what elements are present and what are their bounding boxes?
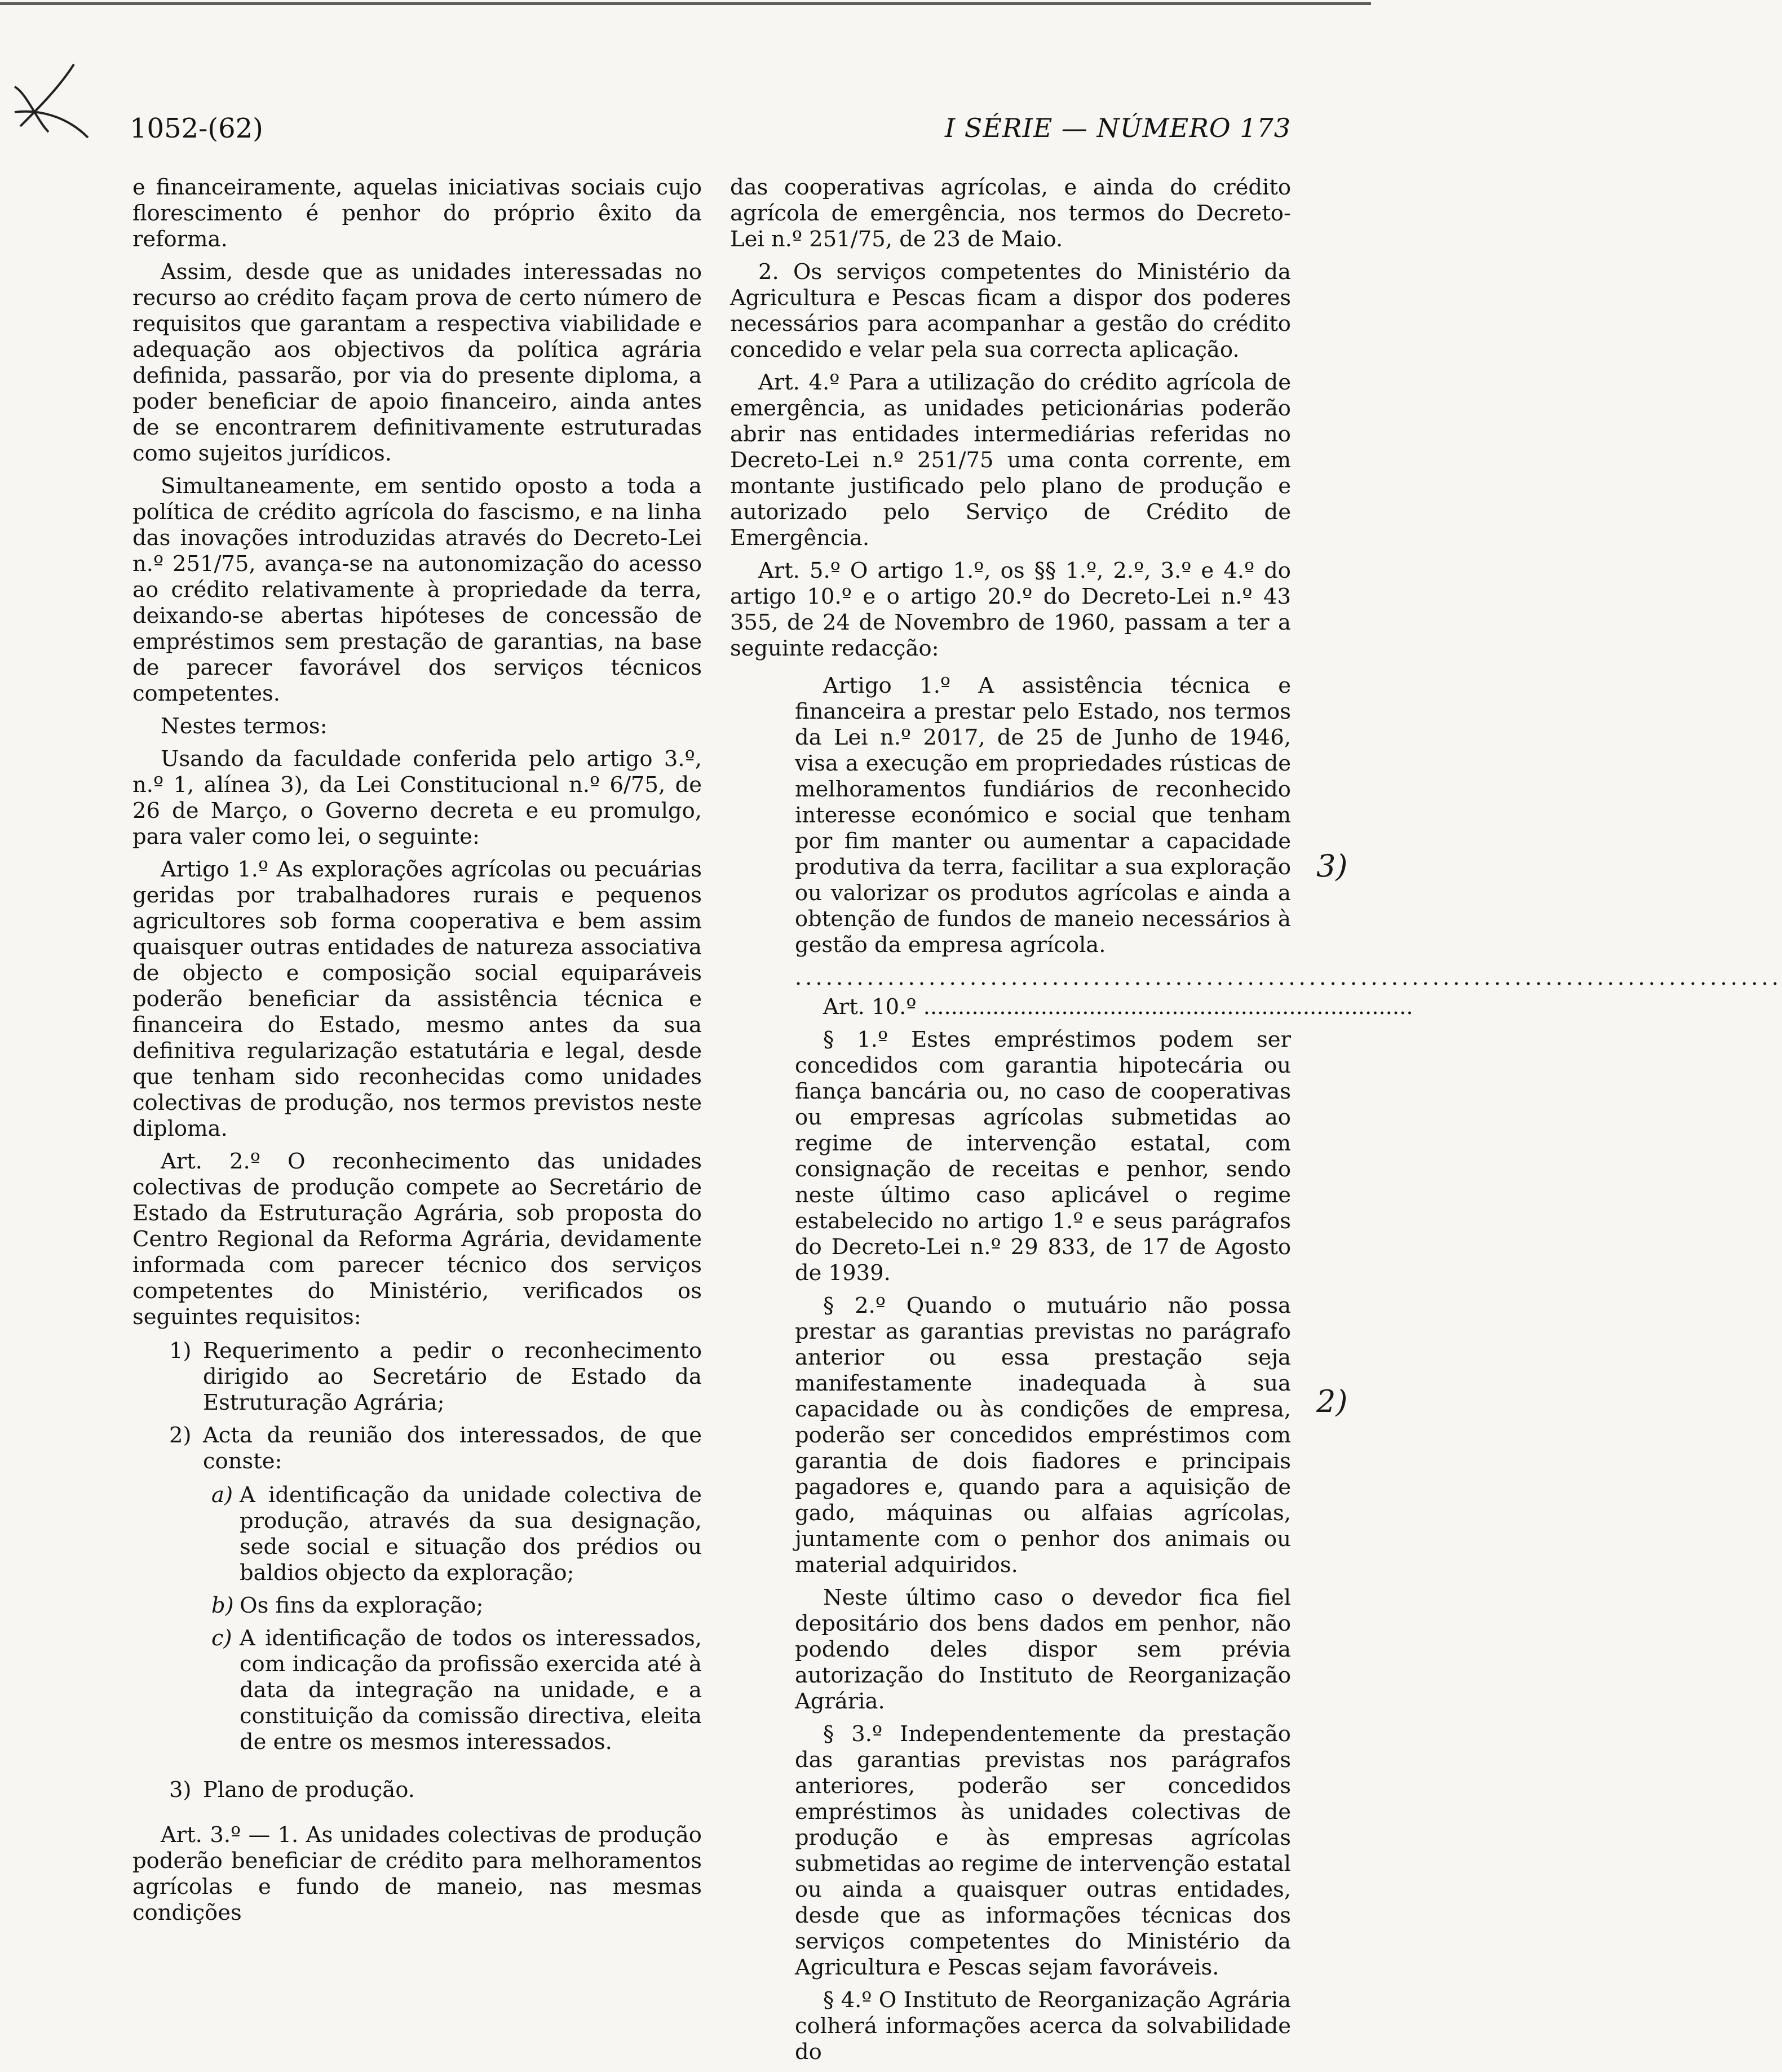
article-4: Art. 4.º Para a utilização do crédito agrícola de emergência, as unidades peticionárias poderão abrir nas entidades intermediárias referidas no Decreto-Lei n.º 251/75 uma conta corrente, em montante justificado pelo plano de produção e autorizado pelo Serviço de Crédito de Emergência. <box>730 370 1291 551</box>
requirements-list-end <box>169 1777 702 1803</box>
list-marker: a) <box>211 1482 233 1508</box>
series-number: I SÉRIE — NÚMERO 173 <box>945 113 1291 143</box>
quoted-article-10: Art. 10.º ....................................................................... <box>823 994 1413 1020</box>
paragraph: Usando da faculdade conferida pelo artigo 3.º, n.º 1, alínea 3), da Lei Constitucional n.º 6/75, de 26 de Março, o Governo decreta e eu promulgo, para valer como lei, o seguinte: <box>132 746 702 849</box>
article-2: Art. 2.º O reconhecimento das unidades colectivas de produção compete ao Secretário de Estado da Estruturação Agrária, sob proposta do Centro Regional da Reforma Agrária, devidamente informada com parecer técnico dos serviços competentes do Ministério, verificados os seguintes requisitos: <box>132 1149 702 1330</box>
list-item-text: Requerimento a pedir o reconhecimento dirigido ao Secretário de Estado da Estruturação Agrária; <box>203 1338 702 1415</box>
paragraph: 2. Os serviços competentes do Ministério da Agricultura e Pescas ficam a dispor dos poderes necessários para acompanhar a gestão do crédito concedido e velar pela sua correcta aplicação. <box>730 259 1291 362</box>
list-item <box>169 1777 702 1803</box>
paragraph-2-continued: Neste último caso o devedor fica fiel depositário dos bens dados em penhor, não podendo deles dispor sem prévia autorização do Instituto de Reorganização Agrária. <box>795 1585 1291 1714</box>
list-item-text: Acta da reunião dos interessados, de que conste: <box>203 1423 702 1474</box>
paragraph: das cooperativas agrícolas, e ainda do crédito agrícola de emergência, nos termos do Decreto-Lei n.º 251/75, de 23 de Maio. <box>730 175 1291 252</box>
paragraph-3: § 3.º Independentemente da prestação das garantias previstas nos parágrafos anteriores, poderão ser concedidos empréstimos às unidades colectivas de produção e às empresas agrícolas submetidas ao regime de intervenção estatal ou ainda a quaisquer outras entidades, desde que as informações técnicas dos serviços competentes do Ministério da Agricultura e Pescas sejam favoráveis. <box>795 1721 1291 1980</box>
right-column <box>730 175 1782 2072</box>
list-item <box>211 1482 702 1586</box>
list-marker: c) <box>211 1626 232 1651</box>
article-5: Art. 5.º O artigo 1.º, os §§ 1.º, 2.º, 3.º e 4.º do artigo 10.º e o artigo 20.º do Decreto-Lei n.º 43 355, de 24 de Novembro de 1960, passam a ter a seguinte redacção: <box>730 558 1291 661</box>
margin-note: 2) <box>1316 1384 1348 1419</box>
list-item <box>169 1423 702 1475</box>
list-marker: b) <box>211 1593 234 1618</box>
requirements-list <box>169 1338 702 1475</box>
list-item <box>211 1626 702 1755</box>
handwritten-mark-icon <box>3 53 94 138</box>
margin-note: 3) <box>1316 848 1348 884</box>
list-item-text: Os fins da exploração; <box>240 1593 484 1618</box>
article-3: Art. 3.º — 1. As unidades colectivas de produção poderão beneficiar de crédito para melhoramentos agrícolas e fundo de maneio, nas mesmas condições <box>132 1822 702 1925</box>
article-1: Artigo 1.º As explorações agrícolas ou pecuárias geridas por trabalhadores rurais e pequenos agricultores sob forma cooperativa e bem assim quaisquer outras entidades de natureza associativa de objecto e composição social equiparáveis poderão beneficiar da assistência técnica e financeira do Estado, mesmo antes da sua definitiva regularização estatutária e legal, desde que tenham sido reconhecidas como unidades colectivas de produção, nos termos previstos neste diploma. <box>132 857 702 1141</box>
list-marker: 2) <box>169 1423 192 1448</box>
sub-requirements-list <box>211 1482 702 1755</box>
list-marker: 3) <box>169 1777 192 1803</box>
paragraph: Nestes termos: <box>161 714 328 739</box>
paragraph-1: § 1.º Estes empréstimos podem ser concedidos com garantia hipotecária ou fiança bancária ou, no caso de cooperativas ou empresas agrícolas submetidas ao regime de intervenção estatal, com consignação de receitas e penhor, sendo neste último caso aplicável o regime estabelecido no artigo 1.º e seus parágrafos do Decreto-Lei n.º 29 833, de 17 de Agosto de 1939. <box>795 1027 1291 1286</box>
quoted-article-1: Artigo 1.º A assistência técnica e financeira a prestar pelo Estado, nos termos da Lei n.º 2017, de 25 de Junho de 1946, visa a execução em propriedades rústicas de melhoramentos fundiários de reconhecido interesse económico e social que tenham por fim manter ou aumentar a capacidade produtiva da terra, facilitar a sua exploração ou valorizar os produtos agrícolas e ainda a obtenção de fundos de maneio necessários à gestão da empresa agrícola. <box>795 673 1291 958</box>
paragraph: Assim, desde que as unidades interessadas no recurso ao crédito façam prova de certo número de requisitos que garantam a respectiva viabilidade e adequação aos objectivos da política agrária definida, passarão, por via do presente diploma, a poder beneficiar de apoio financeiro, ainda antes de se encontrarem definitivamente estruturadas como sujeitos jurídicos. <box>132 259 702 466</box>
list-item <box>169 1338 702 1416</box>
list-marker: 1) <box>169 1338 192 1363</box>
list-item <box>211 1593 702 1619</box>
ellipsis-separator: ................................................................................................ <box>795 965 1782 990</box>
paragraph: Simultaneamente, em sentido oposto a toda a política de crédito agrícola do fascismo, e na linha das inovações introduzidas através do Decreto-Lei n.º 251/75, avança-se na autonomização do acesso ao crédito relativamente à propriedade da terra, deixando-se abertas hipóteses de concessão de empréstimos sem prestação de garantias, na base de parecer favorável dos serviços técnicos competentes. <box>132 473 702 706</box>
top-rule <box>0 2 1371 5</box>
page-number: 1052-(62) <box>130 113 263 144</box>
page-header <box>130 113 1291 152</box>
list-item-text: A identificação da unidade colectiva de produção, através da sua designação, sede social e situação dos prédios ou baldios objecto da exploração; <box>240 1482 702 1586</box>
paragraph: e financeiramente, aquelas iniciativas sociais cujo florescimento é penhor do próprio êxito da reforma. <box>132 175 702 252</box>
paragraph-2: § 2.º Quando o mutuário não possa prestar as garantias previstas no parágrafo anterior ou essa prestação seja manifestamente inadequada à sua capacidade ou às condições de empresa, poderão ser concedidos empréstimos com garantia de dois fiadores e principais pagadores e, quando para a aquisição de gado, máquinas ou alfaias agrícolas, juntamente com o penhor dos animais ou material adquiridos. <box>795 1293 1291 1578</box>
list-item-text: Plano de produção. <box>203 1777 415 1803</box>
paragraph-4: § 4.º O Instituto de Reorganização Agrária colherá informações acerca da solvabilidade do <box>795 1987 1291 2065</box>
left-column <box>132 175 702 1933</box>
list-item-text: A identificação de todos os interessados, com indicação da profissão exercida até à data da integração na unidade, e a constituição da comissão directiva, eleita de entre os mesmos interessados. <box>240 1626 702 1755</box>
quoted-amendment <box>795 673 1782 2065</box>
